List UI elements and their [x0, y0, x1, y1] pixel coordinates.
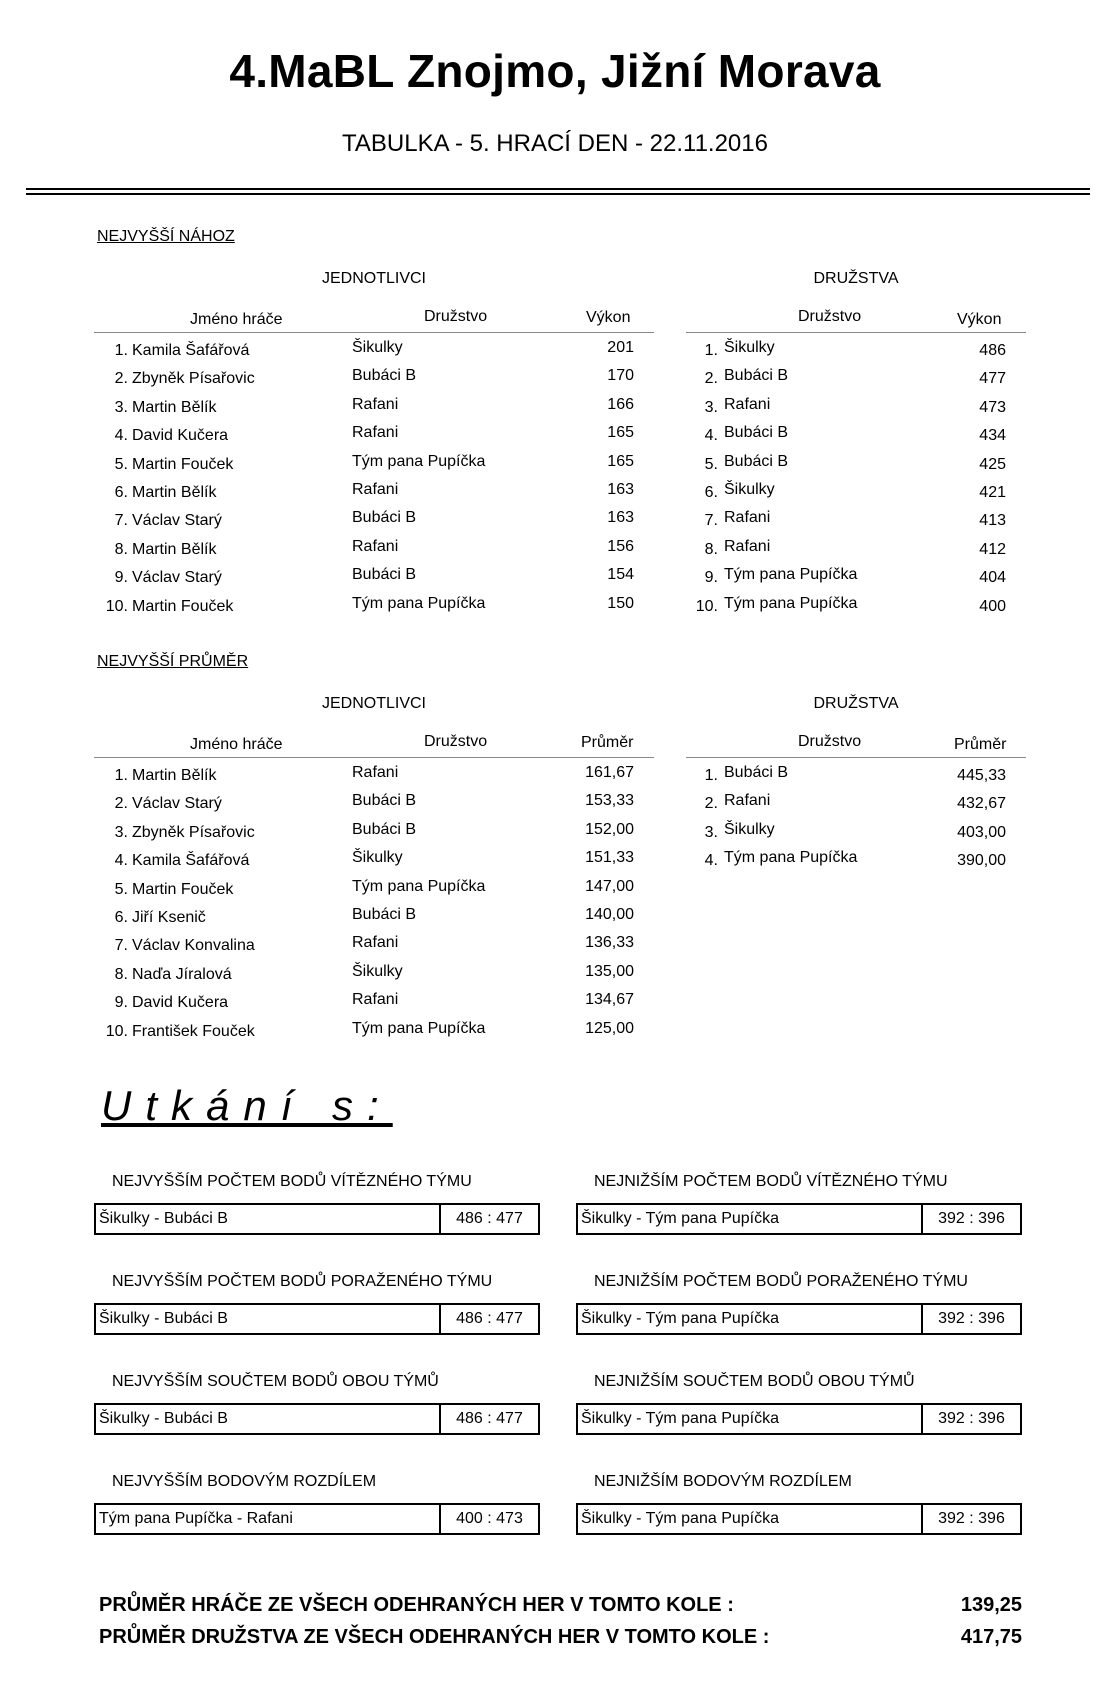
table-row [94, 481, 654, 509]
match-score: 486 : 477 [439, 1405, 538, 1433]
table-row [94, 1020, 654, 1048]
row-value: 156 [607, 537, 634, 555]
row-rank: 1. [704, 767, 718, 784]
row-value: 161,67 [585, 764, 634, 781]
player-name: Zbyněk Písařovic [132, 823, 255, 841]
player-name: Václav Starý [132, 569, 222, 587]
match-result-box [576, 1303, 1022, 1335]
table-row [686, 792, 1026, 820]
col-header-team: Družstvo [424, 308, 488, 325]
team-average-label: PRŮMĚR DRUŽSTVA ZE VŠECH ODEHRANÝCH HER V TOMTO KOLE : [99, 1626, 770, 1648]
match-result-box [576, 1203, 1022, 1235]
team-name: Šikulky [352, 962, 403, 980]
row-rank: 3. [114, 398, 128, 416]
table-row [686, 453, 1026, 481]
col-header-name: Jméno hráče [190, 311, 283, 328]
row-value: 413 [979, 512, 1006, 530]
table-row [94, 595, 654, 623]
team-name: Rafani [352, 991, 399, 1009]
row-rank: 8. [114, 540, 128, 558]
table-row [94, 566, 654, 594]
row-rank: 5. [114, 880, 128, 898]
row-rank: 1. [114, 342, 128, 359]
nahoz-teams-table [686, 308, 1026, 623]
player-name: David Kučera [132, 427, 229, 445]
team-name: Tým pana Pupíčka [352, 1019, 486, 1037]
section-title-prumer: NEJVYŠŠÍ PRŮMĚR [97, 653, 249, 670]
match-category-label: NEJVYŠŠÍM SOUČTEM BODŮ OBOU TÝMŮ [112, 1373, 439, 1390]
player-name: Martin Fouček [132, 455, 234, 473]
table-row [686, 764, 1026, 792]
match-teams: Šikulky - Tým pana Pupíčka [581, 1410, 780, 1427]
team-name: Bubáci B [352, 566, 417, 584]
team-name: Rafani [352, 764, 399, 781]
match-result-box [94, 1303, 540, 1335]
table-row [686, 396, 1026, 424]
match-teams: Šikulky - Tým pana Pupíčka [581, 1210, 780, 1227]
player-average-label: PRŮMĚR HRÁČE ZE VŠECH ODEHRANÝCH HER V TOMTO KOLE : [99, 1594, 734, 1616]
match-category-label: NEJNIŽŠÍM POČTEM BODŮ PORAŽENÉHO TÝMU [594, 1273, 968, 1290]
team-name: Rafani [724, 537, 771, 555]
row-rank: 2. [114, 370, 128, 388]
table-row [686, 849, 1026, 877]
table-row [94, 367, 654, 395]
player-name: Zbyněk Písařovic [132, 370, 255, 388]
row-rank: 2. [114, 795, 128, 813]
row-rank: 4. [114, 852, 128, 870]
team-name: Rafani [724, 509, 771, 527]
player-name: Martin Bělík [132, 398, 217, 416]
row-rank: 9. [114, 569, 128, 587]
table-header [94, 733, 654, 758]
table-row [686, 538, 1026, 566]
match-score: 392 : 396 [921, 1505, 1020, 1533]
player-name: Martin Fouček [132, 880, 234, 898]
row-value: 432,67 [957, 795, 1006, 813]
col-header-value: Průměr [581, 734, 634, 751]
match-category-label: NEJVYŠŠÍM BODOVÝM ROZDÍLEM [112, 1473, 377, 1490]
row-value: 473 [979, 398, 1006, 416]
prumer-individuals-table [94, 733, 654, 1048]
match-teams: Šikulky - Bubáci B [99, 1410, 228, 1427]
table-row [686, 509, 1026, 537]
row-value: 147,00 [585, 877, 634, 895]
player-name: Václav Starý [132, 512, 222, 530]
team-name: Rafani [352, 537, 399, 555]
table-row [686, 821, 1026, 849]
table-header [94, 308, 654, 333]
row-value: 165 [607, 424, 634, 442]
match-result-box [576, 1503, 1022, 1535]
table-row [94, 906, 654, 934]
row-rank: 4. [704, 427, 718, 445]
match-result-box [94, 1403, 540, 1435]
table-header [686, 733, 1026, 758]
player-name: Martin Bělík [132, 540, 217, 558]
player-name: Naďa Jíralová [132, 965, 232, 983]
team-name: Bubáci B [352, 905, 417, 923]
row-rank: 7. [704, 512, 718, 530]
row-value: 163 [607, 480, 634, 498]
match-teams: Šikulky - Tým pana Pupíčka [581, 1510, 780, 1527]
team-name: Šikulky [724, 339, 775, 356]
team-name: Rafani [352, 424, 399, 442]
team-name: Bubáci B [724, 452, 789, 470]
row-rank: 5. [704, 455, 718, 473]
row-value: 425 [979, 455, 1006, 473]
row-value: 403,00 [957, 823, 1006, 841]
player-name: Martin Fouček [132, 597, 234, 615]
row-rank: 8. [704, 540, 718, 558]
table-row [686, 424, 1026, 452]
group-title-teams: DRUŽSTVA [813, 695, 899, 712]
table-row [94, 396, 654, 424]
row-rank: 3. [114, 823, 128, 841]
row-rank: 4. [114, 427, 128, 445]
page-subtitle: TABULKA - 5. HRACÍ DEN - 22.11.2016 [342, 130, 768, 157]
row-rank: 6. [704, 483, 718, 501]
match-score: 486 : 477 [439, 1305, 538, 1333]
team-name: Tým pana Pupíčka [724, 594, 858, 612]
page-title: 4.MaBL Znojmo, Jižní Morava [229, 45, 881, 97]
col-header-value: Výkon [586, 309, 631, 326]
table-row [94, 878, 654, 906]
row-value: 135,00 [585, 962, 634, 980]
team-name: Tým pana Pupíčka [352, 594, 486, 612]
table-row [94, 963, 654, 991]
row-value: 134,67 [585, 991, 634, 1009]
col-header-value: Výkon [957, 311, 1002, 328]
row-rank: 5. [114, 455, 128, 473]
player-name: Václav Konvalina [132, 937, 255, 955]
team-name: Tým pana Pupíčka [724, 849, 858, 867]
row-value: 163 [607, 509, 634, 527]
player-name: Jiří Ksenič [132, 908, 206, 926]
row-rank: 7. [114, 512, 128, 530]
player-name: Václav Starý [132, 795, 222, 813]
team-name: Bubáci B [724, 764, 789, 781]
player-name: David Kučera [132, 994, 229, 1012]
team-name: Rafani [352, 395, 399, 413]
table-row [94, 764, 654, 792]
row-rank: 6. [114, 908, 128, 926]
match-teams: Tým pana Pupíčka - Rafani [99, 1510, 293, 1527]
table-row [94, 453, 654, 481]
team-average-value: 417,75 [960, 1626, 1022, 1648]
row-value: 154 [607, 566, 634, 584]
col-header-team: Družstvo [798, 308, 862, 325]
team-name: Bubáci B [724, 367, 789, 385]
row-value: 150 [607, 594, 634, 612]
group-title-individuals: JEDNOTLIVCI [321, 270, 426, 287]
team-name: Bubáci B [352, 367, 417, 385]
row-rank: 1. [114, 767, 128, 784]
col-header-value: Průměr [954, 736, 1007, 753]
match-result-box [94, 1203, 540, 1235]
row-value: 400 [979, 597, 1006, 615]
table-row [94, 792, 654, 820]
row-rank: 8. [114, 965, 128, 983]
row-value: 152,00 [585, 820, 634, 838]
team-name: Bubáci B [352, 792, 417, 810]
table-row [94, 991, 654, 1019]
row-value: 421 [979, 483, 1006, 501]
row-value: 165 [607, 452, 634, 470]
row-value: 201 [607, 339, 634, 356]
row-rank: 9. [114, 994, 128, 1012]
table-row [686, 367, 1026, 395]
group-title-individuals: JEDNOTLIVCI [321, 695, 426, 712]
row-value: 404 [979, 569, 1006, 587]
row-value: 140,00 [585, 905, 634, 923]
prumer-teams-table [686, 733, 1026, 878]
row-rank: 2. [704, 370, 718, 388]
table-header [686, 308, 1026, 333]
matches-heading: Utkání s: [101, 1082, 393, 1129]
nahoz-individuals-table [94, 308, 654, 623]
table-row [686, 566, 1026, 594]
table-row [94, 849, 654, 877]
match-category-label: NEJVYŠŠÍM POČTEM BODŮ VÍTĚZNÉHO TÝMU [112, 1173, 472, 1190]
row-value: 412 [979, 540, 1006, 558]
match-score: 400 : 473 [439, 1505, 538, 1533]
player-average-value: 139,25 [960, 1594, 1022, 1616]
match-teams: Šikulky - Tým pana Pupíčka [581, 1310, 780, 1327]
row-rank: 9. [704, 569, 718, 587]
header-divider-2 [26, 193, 1090, 195]
match-teams: Šikulky - Bubáci B [99, 1210, 228, 1227]
player-name: Martin Bělík [132, 767, 217, 784]
row-rank: 7. [114, 937, 128, 955]
row-rank: 6. [114, 483, 128, 501]
header-divider [26, 188, 1090, 190]
table-row [94, 339, 654, 367]
col-header-name: Jméno hráče [190, 736, 283, 753]
team-name: Šikulky [724, 820, 775, 838]
player-name: František Fouček [132, 1022, 255, 1040]
row-value: 390,00 [957, 852, 1006, 870]
row-rank: 4. [704, 852, 718, 870]
team-name: Šikulky [352, 339, 403, 356]
team-name: Rafani [724, 792, 771, 810]
match-score: 392 : 396 [921, 1205, 1020, 1233]
row-value: 166 [607, 395, 634, 413]
row-value: 151,33 [585, 849, 634, 867]
row-rank: 3. [704, 823, 718, 841]
team-name: Tým pana Pupíčka [352, 452, 486, 470]
table-row [686, 339, 1026, 367]
match-category-label: NEJNIŽŠÍM POČTEM BODŮ VÍTĚZNÉHO TÝMU [594, 1173, 948, 1190]
row-value: 434 [979, 427, 1006, 445]
team-name: Rafani [724, 395, 771, 413]
row-value: 136,33 [585, 934, 634, 952]
table-row [94, 821, 654, 849]
player-name: Kamila Šafářová [132, 342, 250, 359]
team-name: Šikulky [352, 849, 403, 867]
row-rank: 3. [704, 398, 718, 416]
team-name: Šikulky [724, 480, 775, 498]
table-row [94, 424, 654, 452]
player-name: Kamila Šafářová [132, 852, 250, 870]
match-score: 486 : 477 [439, 1205, 538, 1233]
group-title-teams: DRUŽSTVA [813, 270, 899, 287]
row-value: 125,00 [585, 1019, 634, 1037]
table-row [94, 538, 654, 566]
table-row [94, 509, 654, 537]
row-rank: 1. [704, 342, 718, 359]
match-result-box [94, 1503, 540, 1535]
match-category-label: NEJVYŠŠÍM POČTEM BODŮ PORAŽENÉHO TÝMU [112, 1273, 493, 1290]
match-result-box [576, 1403, 1022, 1435]
team-name: Tým pana Pupíčka [352, 877, 486, 895]
row-rank: 10. [105, 1022, 128, 1040]
player-name: Martin Bělík [132, 483, 217, 501]
table-row [94, 934, 654, 962]
row-value: 170 [607, 367, 634, 385]
match-category-label: NEJNIŽŠÍM BODOVÝM ROZDÍLEM [594, 1473, 852, 1490]
match-category-label: NEJNIŽŠÍM SOUČTEM BODŮ OBOU TÝMŮ [594, 1373, 915, 1390]
table-row [686, 595, 1026, 623]
team-name: Tým pana Pupíčka [724, 566, 858, 584]
table-row [686, 481, 1026, 509]
team-name: Bubáci B [352, 509, 417, 527]
row-value: 486 [979, 342, 1006, 359]
team-name: Rafani [352, 934, 399, 952]
team-name: Bubáci B [724, 424, 789, 442]
col-header-team: Družstvo [424, 733, 488, 750]
section-title-nahoz: NEJVYŠŠÍ NÁHOZ [97, 228, 235, 245]
row-value: 153,33 [585, 792, 634, 810]
row-rank: 2. [704, 795, 718, 813]
row-rank: 10. [105, 597, 128, 615]
row-value: 445,33 [957, 767, 1006, 784]
col-header-team: Družstvo [798, 733, 862, 750]
row-rank: 10. [695, 597, 718, 615]
row-value: 477 [979, 370, 1006, 388]
team-name: Bubáci B [352, 820, 417, 838]
match-score: 392 : 396 [921, 1405, 1020, 1433]
match-score: 392 : 396 [921, 1305, 1020, 1333]
match-teams: Šikulky - Bubáci B [99, 1310, 228, 1327]
team-name: Rafani [352, 480, 399, 498]
